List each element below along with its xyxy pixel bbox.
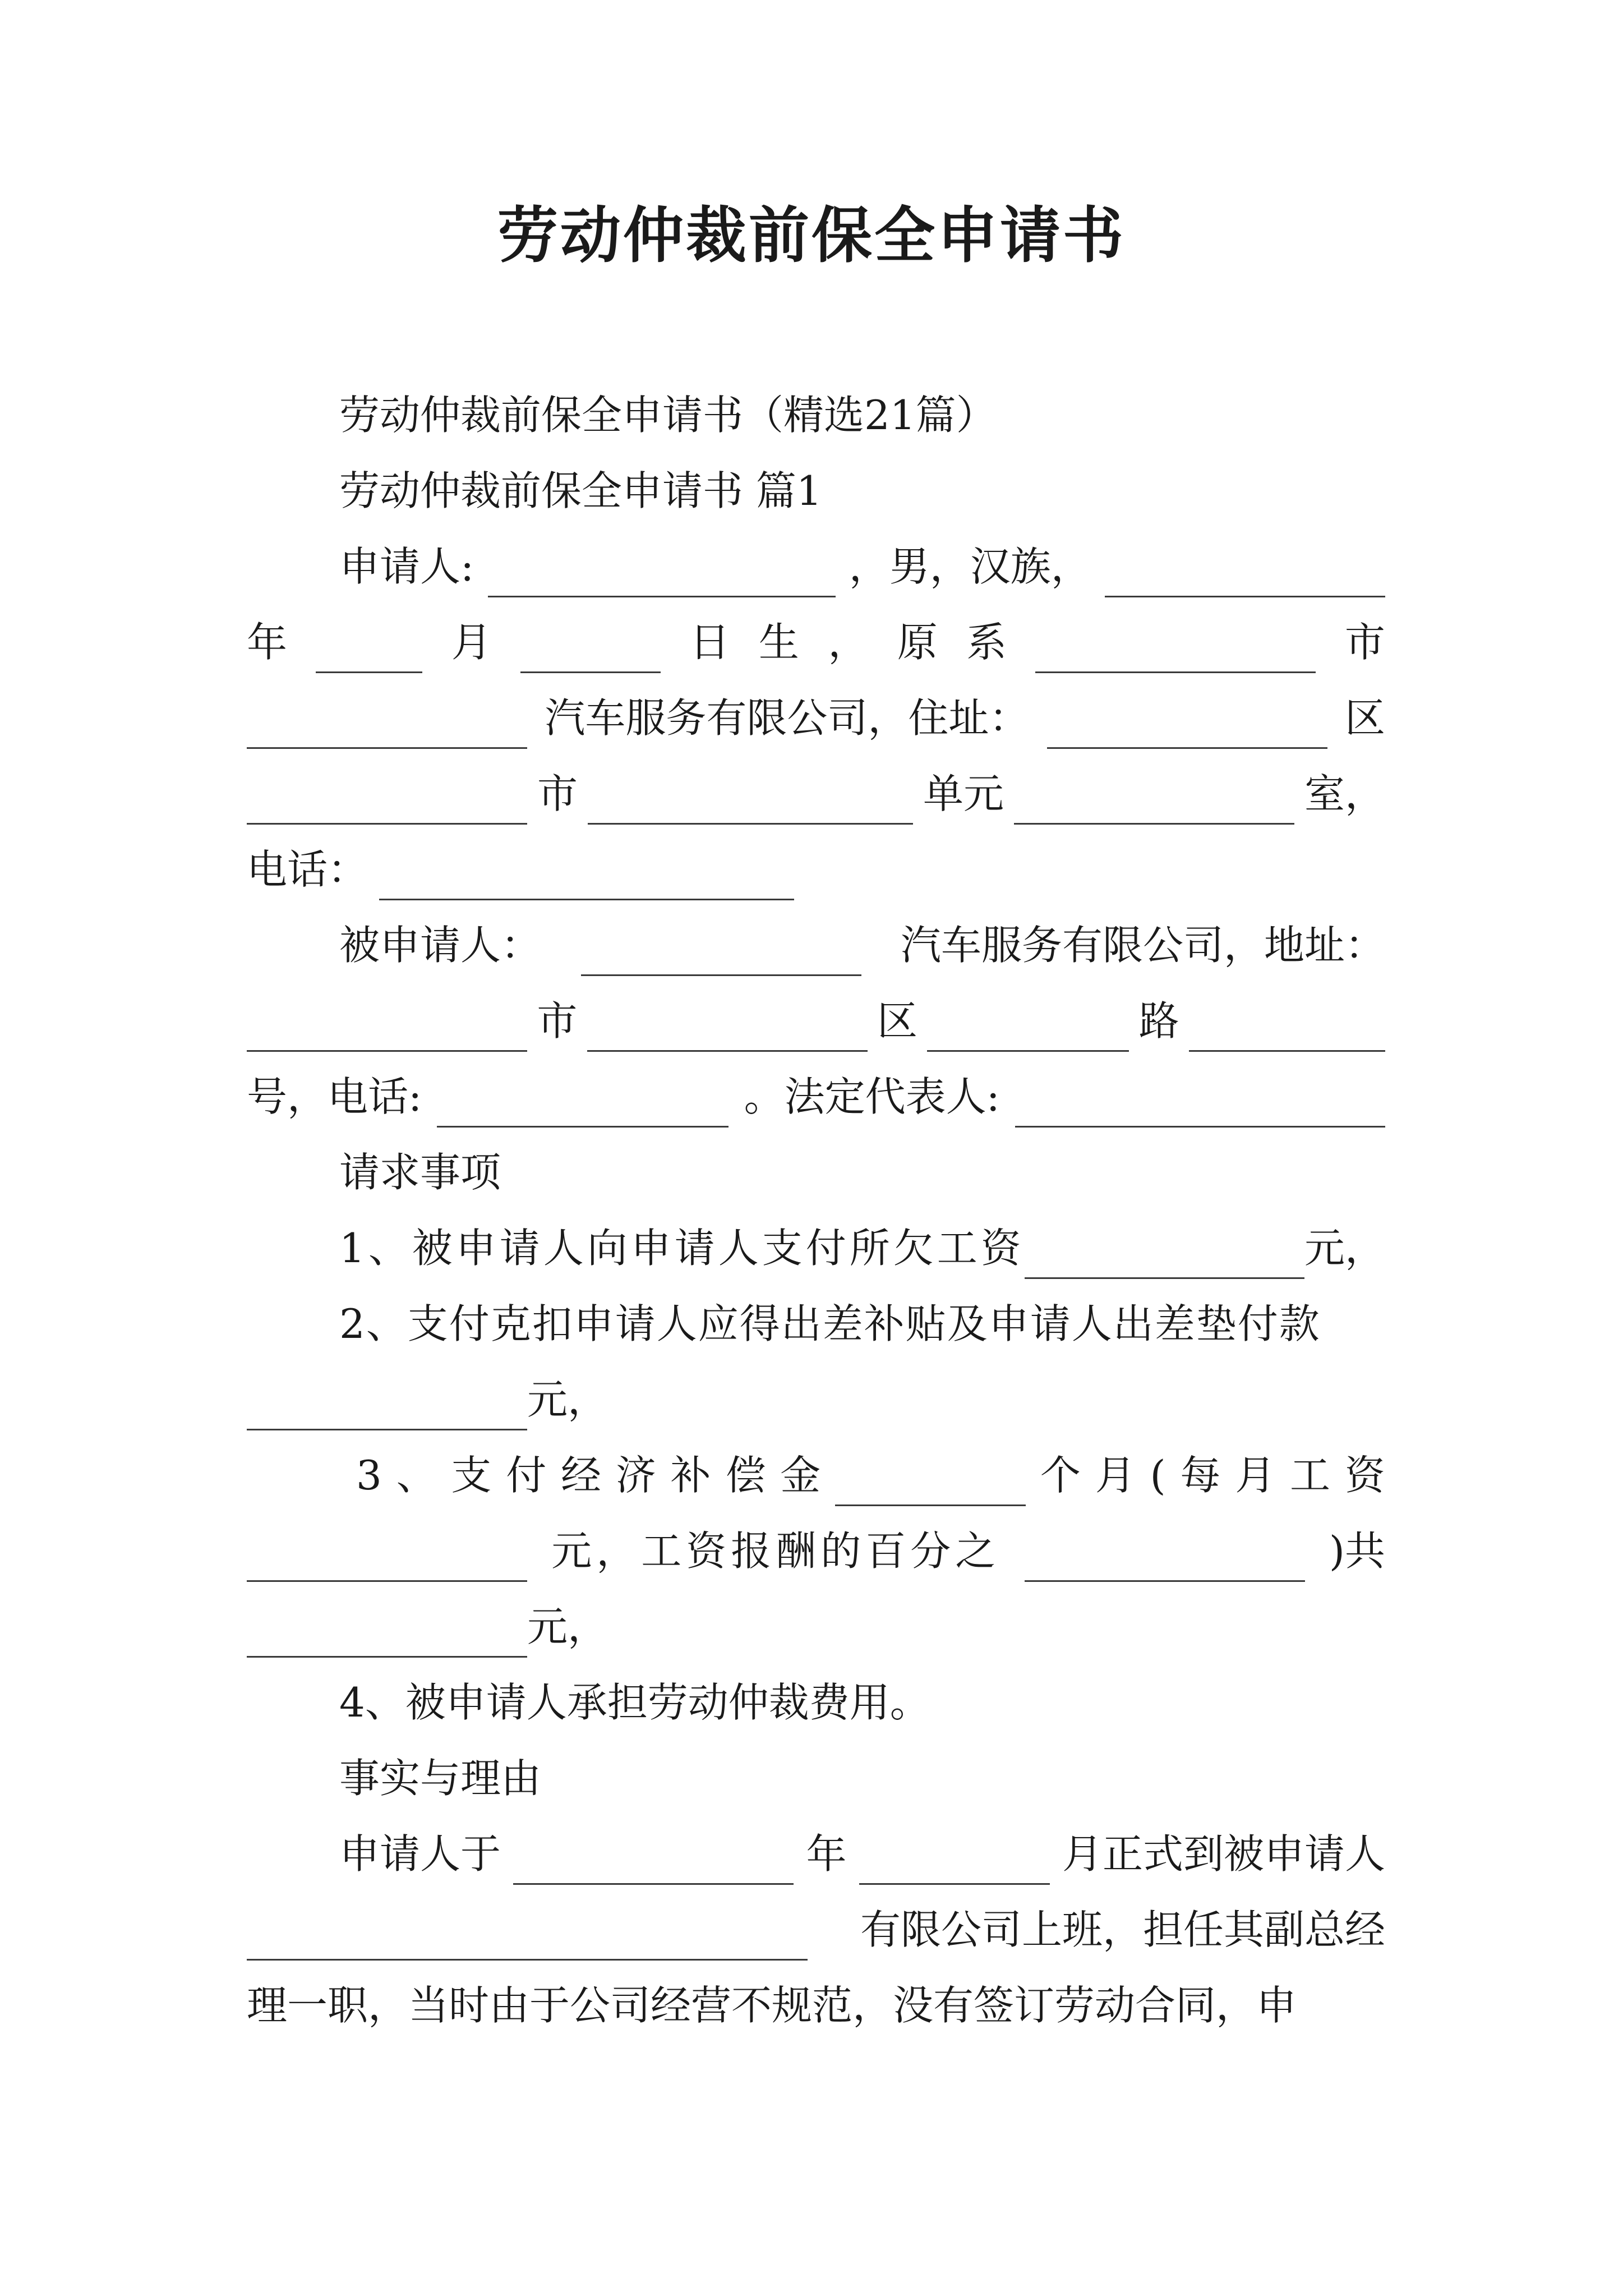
blank-months[interactable] bbox=[835, 1460, 1026, 1506]
blank-total[interactable] bbox=[247, 1611, 527, 1658]
blank-address-unit[interactable] bbox=[588, 778, 913, 825]
claim-3-total: 元， bbox=[247, 1596, 1385, 1658]
blank-address-room[interactable] bbox=[1014, 778, 1294, 825]
claim-2: 2、支付克扣申请人应得出差补贴及申请人出差垫付款 bbox=[339, 1300, 1321, 1347]
claim-3-cont: 元，工资报酬的百分之 )共 bbox=[247, 1520, 1385, 1582]
line-phone: 电话： bbox=[247, 839, 1385, 900]
claim-4: 4、被申请人承担劳动仲裁费用。 bbox=[339, 1679, 930, 1726]
blank-legal-rep[interactable] bbox=[1015, 1081, 1385, 1128]
claim-3: 3 、 支 付 经 济 补 偿 金 个 月 ( 每 月 工 资 bbox=[356, 1444, 1385, 1506]
blank-name[interactable] bbox=[488, 551, 836, 597]
line-respondent-phone: 号，电话: 。法定代表人: bbox=[247, 1066, 1385, 1128]
blank-employer[interactable] bbox=[247, 1914, 808, 1961]
line-company: 汽车服务有限公司，住址： 区 bbox=[247, 687, 1385, 749]
blank-resp-phone[interactable] bbox=[437, 1081, 728, 1128]
blank-city[interactable] bbox=[1035, 627, 1316, 673]
section-heading: 劳动仲裁前保全申请书 篇1 bbox=[339, 467, 822, 514]
blank-percentage[interactable] bbox=[1025, 1535, 1305, 1582]
facts-line-3: 理一职，当时由于公司经营不规范，没有签订劳动合同，申 bbox=[247, 1982, 1297, 2029]
blank-phone[interactable] bbox=[379, 854, 794, 900]
document-title: 劳动仲裁前保全申请书 bbox=[497, 200, 1126, 271]
blank-resp-road[interactable] bbox=[927, 1005, 1129, 1052]
blank-company[interactable] bbox=[247, 702, 527, 749]
doc-subtitle: 劳动仲裁前保全申请书（精选21篇） bbox=[339, 392, 997, 439]
claim-1: 1、被申请人向申请人支付所欠工资 元， bbox=[339, 1217, 1385, 1279]
blank-day[interactable] bbox=[520, 627, 661, 673]
line-respondent: 被申请人： 汽车服务有限公司，地址： bbox=[339, 914, 1385, 976]
blank-respondent-company[interactable] bbox=[581, 930, 861, 976]
blank-start-month[interactable] bbox=[859, 1838, 1050, 1885]
blank-allowance[interactable] bbox=[247, 1384, 527, 1430]
claim-2-amount: 元， bbox=[247, 1369, 1385, 1430]
heading-facts: 事实与理由 bbox=[339, 1755, 542, 1802]
facts-line-1: 申请人于 年 月正式到被申请人 bbox=[339, 1823, 1385, 1885]
blank-birth-year[interactable] bbox=[1105, 551, 1385, 597]
blank-address-district[interactable] bbox=[1047, 702, 1327, 749]
blank-resp-number[interactable] bbox=[1189, 1005, 1385, 1052]
line-applicant: 申请人: ，男，汉族， bbox=[339, 536, 1385, 597]
blank-wages[interactable] bbox=[1025, 1232, 1304, 1279]
blank-month[interactable] bbox=[316, 627, 422, 673]
heading-claims: 请求事项 bbox=[339, 1149, 501, 1196]
blank-address-city[interactable] bbox=[247, 778, 527, 825]
blank-resp-district[interactable] bbox=[587, 1005, 868, 1052]
line-respondent-address: 市 区 路 bbox=[247, 990, 1385, 1052]
blank-start-year[interactable] bbox=[513, 1838, 794, 1885]
facts-line-2: 有限公司上班，担任其副总经 bbox=[247, 1899, 1385, 1961]
blank-monthly-wage[interactable] bbox=[247, 1535, 527, 1582]
line-birthdate: 年 月 日 生 ， 原 系 市 bbox=[247, 611, 1385, 673]
blank-resp-city[interactable] bbox=[247, 1005, 527, 1052]
line-address: 市 单元 室， bbox=[247, 763, 1385, 825]
